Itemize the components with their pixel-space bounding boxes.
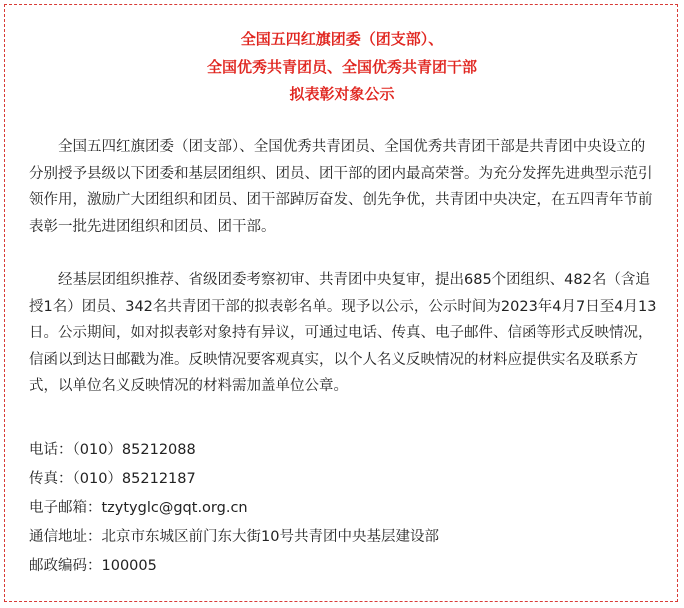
postcode-line: 邮政编码：100005 (29, 558, 157, 574)
fax-line: 传真：（010）85212187 (29, 471, 196, 487)
notice-title (0, 26, 684, 109)
address-line: 通信地址：北京市东城区前门东大街10号共青团中央基层建设部 (29, 529, 439, 545)
email-line: 电子邮箱：tzytyglc@gqt.org.cn (29, 500, 248, 516)
title-line-2: 全国优秀共青团员、全国优秀共青团干部 (206, 57, 477, 76)
contact-info (29, 436, 659, 581)
phone-line: 电话：（010）85212088 (29, 442, 196, 458)
title-line-1: 全国五四红旗团委（团支部）、 (240, 30, 444, 48)
procedure-paragraph: 经基层团组织推荐、省级团委考察初审、共青团中央复审，提出685个团组织、482名（含追授1名）团员、342名共青团干部的拟表彰名单。现予以公示，公示时间为2023年4月7日至4月13日。公示期间，如对拟表彰对象持有异议，可通过电话、传真、电子邮件、信函等形式反映情况，信函以到达日邮戳为准。反映情况要客观真实，以个人名义反映情况的材料应提供实名及联系方式，以单位名义反映情况的材料需加盖单位公章。 (29, 272, 657, 394)
intro-paragraph: 全国五四红旗团委（团支部）、全国优秀共青团员、全国优秀共青团干部是共青团中央设立的分别授予县级以下团委和基层团组织、团员、团干部的团内最高荣誉。为充分发挥先进典型示范引领作用，激励广大团组织和团员、团干部踔厉奋发、创先争优，共青团中央决定，在五四青年节前表彰一批先进团组织和团员、团干部。 (29, 139, 653, 235)
title-line-3: 拟表彰对象公示 (289, 85, 395, 103)
